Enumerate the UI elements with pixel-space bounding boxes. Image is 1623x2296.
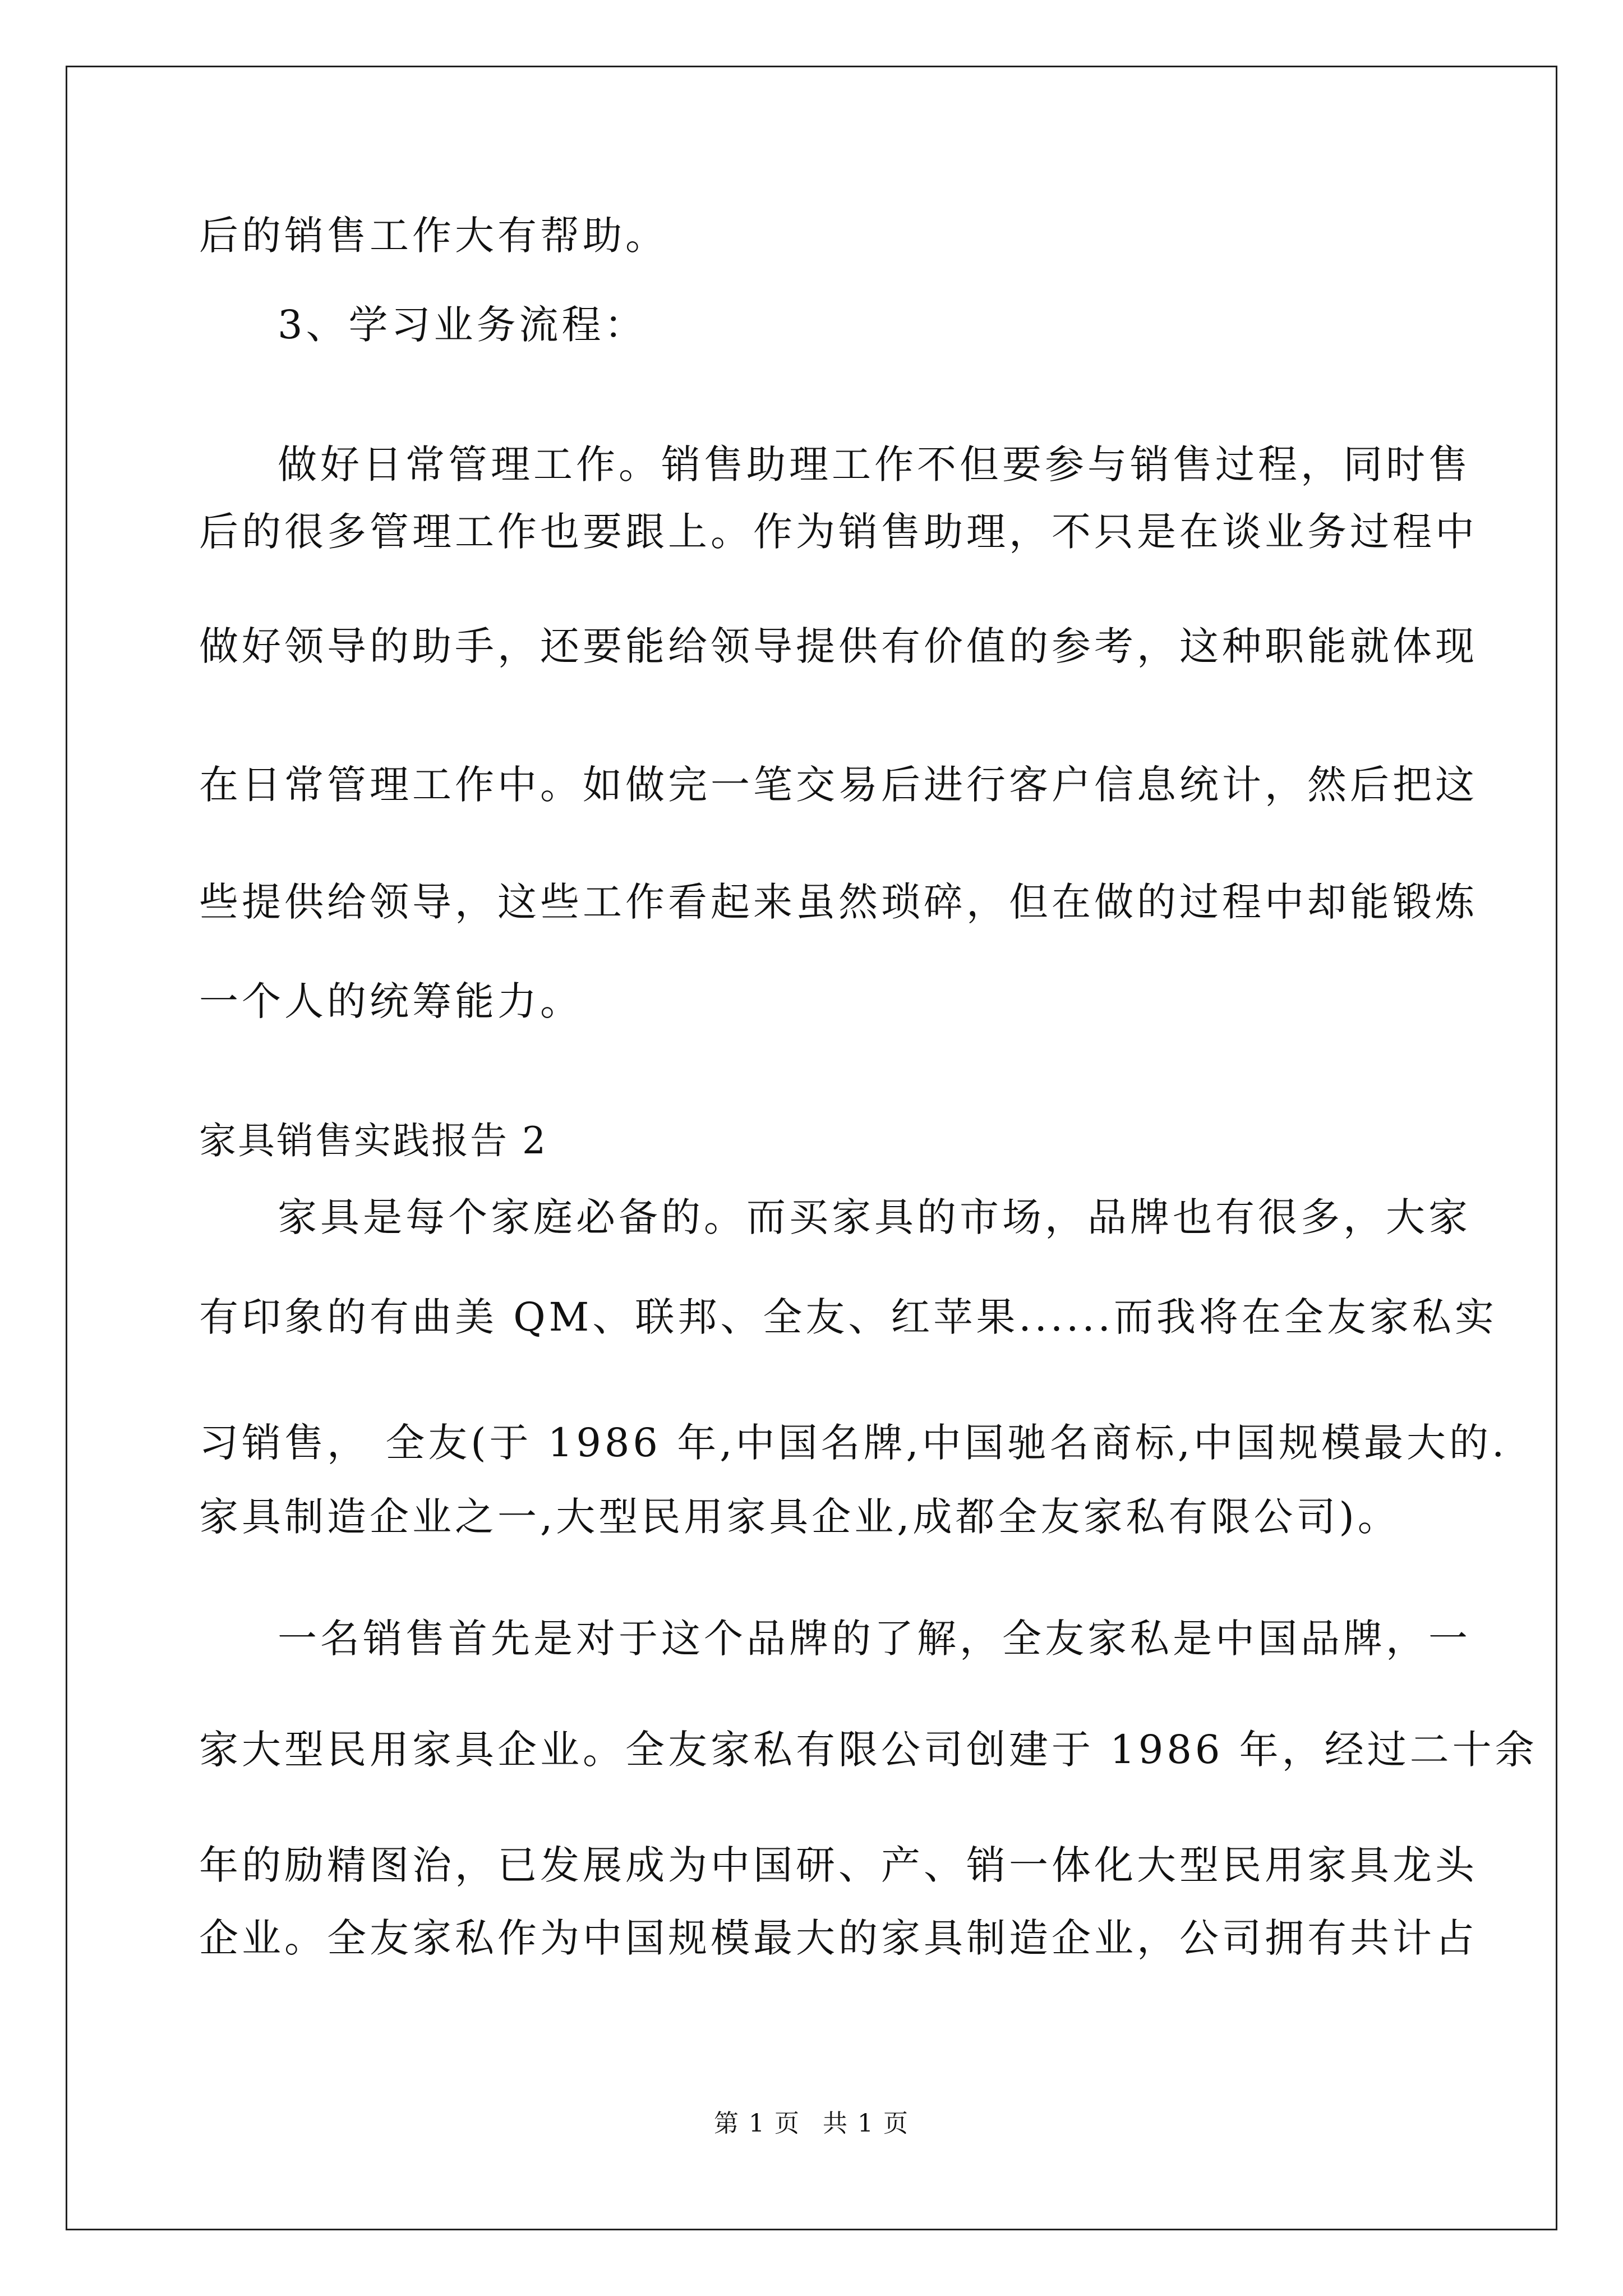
page-footer [0, 2107, 1623, 2141]
text-line: 有印象的有曲美 QM、联邦、全友、红苹果......而我将在全友家私实 [199, 1294, 1497, 1340]
page-total: 共 1 页 [823, 2109, 909, 2138]
text-line: 些提供给领导，这些工作看起来虽然琐碎，但在做的过程中却能锻炼 [199, 879, 1478, 925]
text-line: 在日常管理工作中。如做完一笔交易后进行客户信息统计，然后把这 [199, 762, 1478, 808]
text-line: 一名销售首先是对于这个品牌的了解，全友家私是中国品牌，一 [278, 1616, 1471, 1662]
text-line: 习销售， 全友(于 1986 年,中国名牌,中国驰名商标,中国规模最大的. [199, 1420, 1508, 1466]
text-line: 后的很多管理工作也要跟上。作为销售助理，不只是在谈业务过程中 [199, 509, 1478, 555]
text-line: 家具制造企业之一,大型民用家具企业,成都全友家私有限公司)。 [199, 1494, 1400, 1540]
text-line: 后的销售工作大有帮助。 [199, 213, 668, 259]
text-line: 家大型民用家具企业。全友家私有限公司创建于 1986 年，经过二十余 [199, 1727, 1538, 1773]
text-line: 年的励精图治，已发展成为中国研、产、销一体化大型民用家具龙头 [199, 1842, 1478, 1888]
page-number: 第 1 页 [714, 2109, 800, 2138]
section-heading: 家具销售实践报告 2 [199, 1119, 547, 1162]
text-line: 做好日常管理工作。销售助理工作不但要参与销售过程，同时售 [278, 441, 1471, 487]
text-line: 3、学习业务流程： [278, 302, 647, 348]
text-line: 家具是每个家庭必备的。而买家具的市场，品牌也有很多，大家 [278, 1194, 1471, 1240]
text-line: 企业。全友家私作为中国规模最大的家具制造企业，公司拥有共计占 [199, 1915, 1478, 1961]
text-line: 一个人的统筹能力。 [199, 978, 583, 1024]
text-line: 做好领导的助手，还要能给领导提供有价值的参考，这种职能就体现 [199, 623, 1478, 669]
